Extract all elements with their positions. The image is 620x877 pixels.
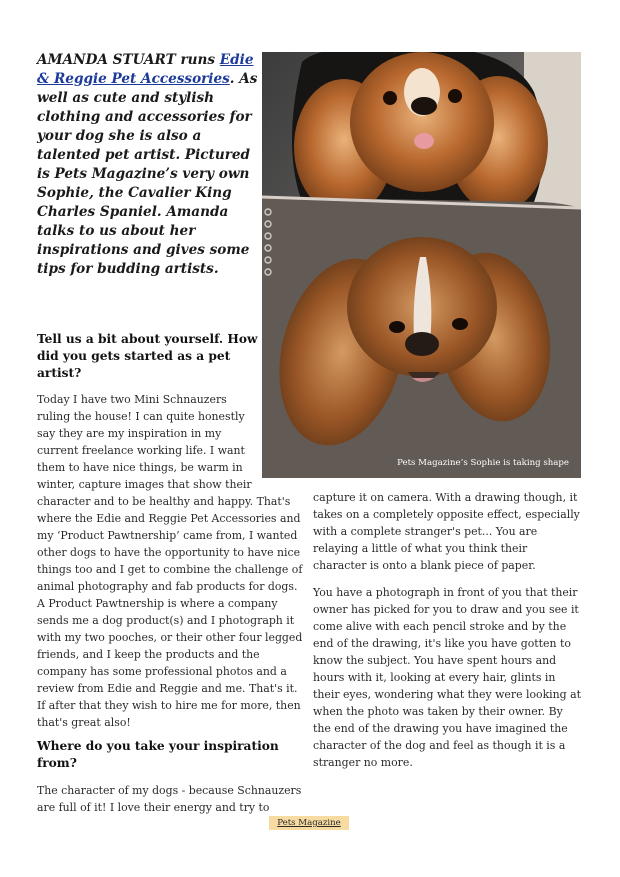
intro-name: AMANDA STUART xyxy=(37,52,176,68)
intro-runs: runs xyxy=(175,52,220,68)
photo-illustration xyxy=(262,52,581,478)
answer-inspiration-part3: You have a photograph in front of you that their owner has picked for you to draw and you see it come alive with each pencil stroke and by the end of the drawing, it's like you have gotten to know the subject. You have spent hours and hours with it, looking at every hair, glints in their eyes, wondering what they were looking at when the photo was taken by their owner. By the end of the drawing you have imagined the character of the dog and feel as though it is a stranger no more. xyxy=(313,586,581,769)
footer-magazine-link[interactable]: Pets Magazine xyxy=(269,816,349,830)
intro-paragraph xyxy=(37,51,259,279)
question-inspiration: Where do you take your inspiration from? xyxy=(37,739,279,770)
edie-reggie-link[interactable]: Edie & Reggie Pet Accessories xyxy=(37,52,254,87)
photo-caption: Pets Magazine’s Sophie is taking shape xyxy=(397,458,569,468)
question-about-yourself: Tell us a bit about yourself. How did you gets started as a pet artist? xyxy=(37,332,258,380)
answer-about-yourself-part1: Today I have two Mini Schnauzers ruling the house! I can quite honestly say they are my inspiration in my current freelance working life. I want them to have nice things, be warm in winter, capture images that show their xyxy=(37,393,252,491)
sophie-drawing-photo xyxy=(262,52,581,478)
answer-about-yourself-part2: character and to be healthy and happy. That's where the Edie and Reggie Pet Accessories and my ‘Product Pawtnership’ came from, I wanted other dogs to have the opportunity to have nice things too and I get to combine the challenge of animal photography and fab products for dogs. A Product Pawtnership is where a company sends me a dog product(s) and I photograph it with my two pooches, or their other four legged friends, and I keep the products and the company has some professional photos and a review from Edie and Reggie and me. That's it. If after that they wish to hire me for more, then that's great also! xyxy=(37,495,303,729)
intro-rest: . As well as cute and stylish clothing and accessories for your dog she is also a talented pet artist. Pictured is Pets Magazine’s very own Sophie, the Cavalier King Charles Spaniel. Amanda talks to us about her inspirations and gives some tips for budding artists. xyxy=(37,71,258,277)
answer-inspiration-part1: The character of my dogs - because Schnauzers are full of it! I love their energy and try to xyxy=(37,784,302,814)
answer-inspiration-part2: capture it on camera. With a drawing though, it takes on a completely opposite effect, especially with a complete stranger's pet... You are relaying a little of what you think their character is onto a blank piece of paper. xyxy=(313,491,580,572)
